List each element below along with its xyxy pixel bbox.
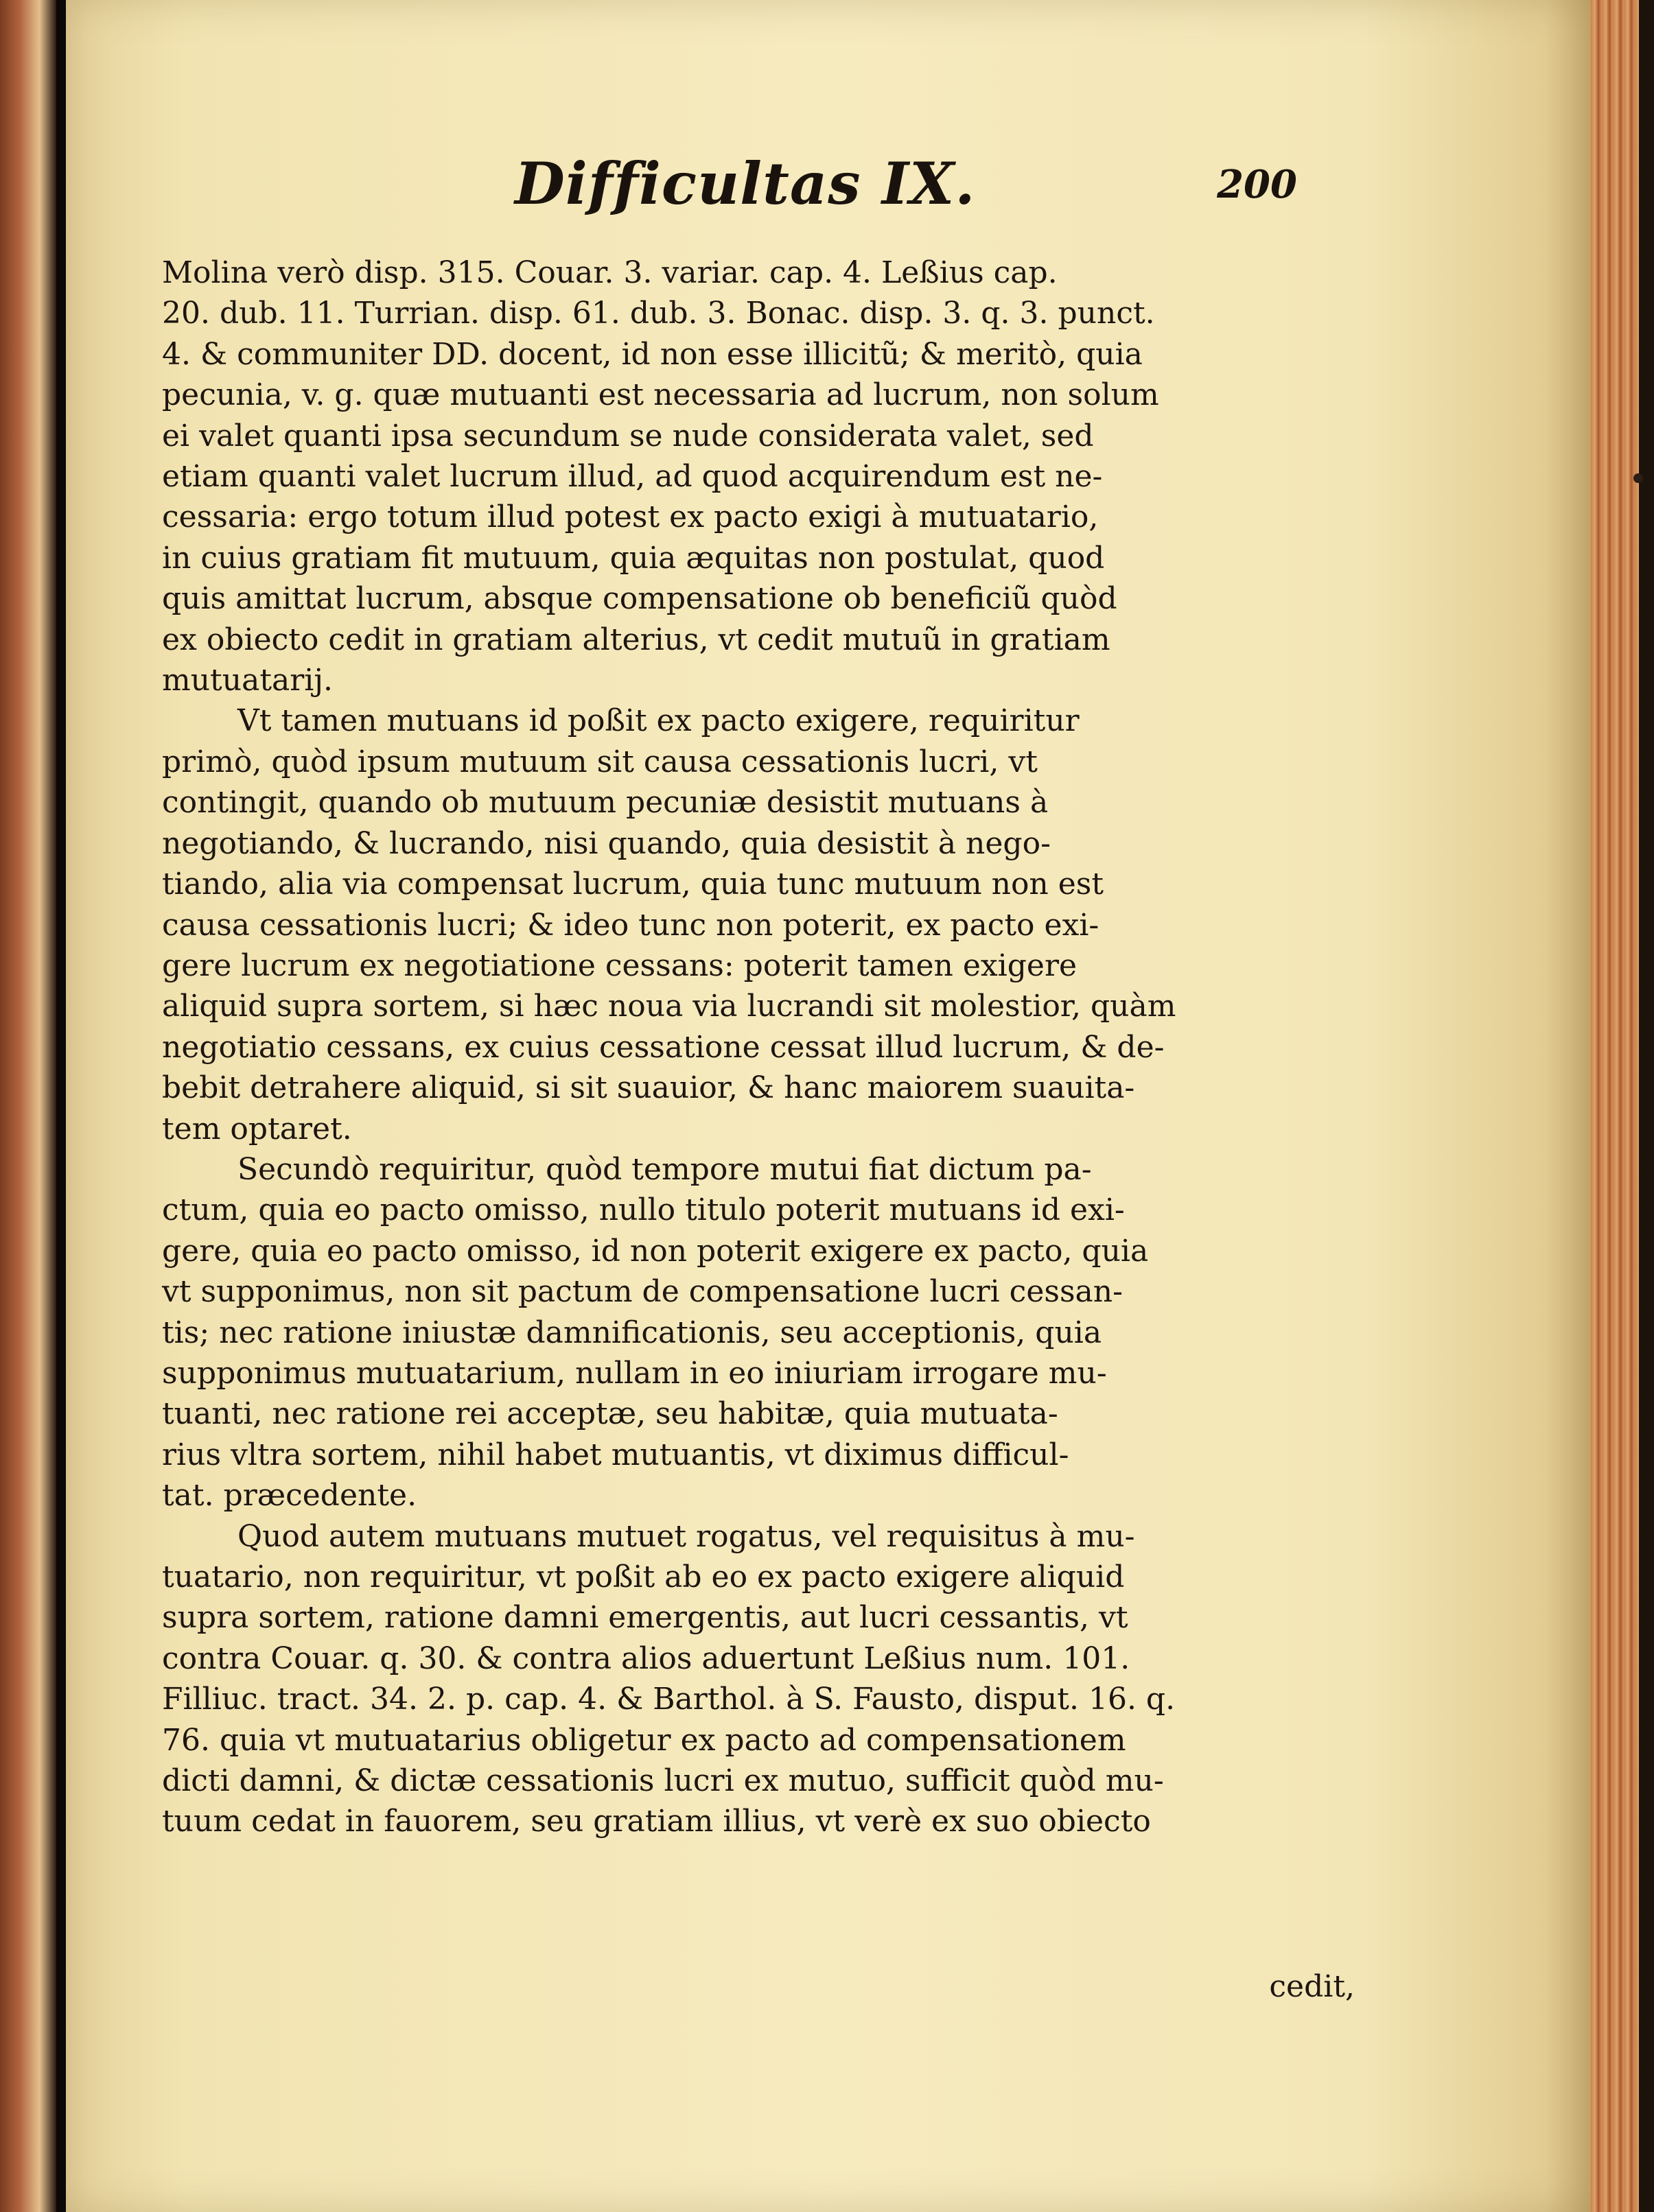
text-line: mutuatarij. <box>162 663 333 698</box>
text-line: gere, quia eo pacto omisso, id non poterit exigere ex pacto, quia <box>162 1233 1149 1269</box>
text-line: tuum cedat in fauorem, seu gratiam illius, vt verè ex suo obiecto <box>162 1804 1151 1839</box>
text-line: 4. & communiter DD. docent, id non esse illicitũ; & meritò, quia <box>162 336 1143 372</box>
text-line: gere lucrum ex negotiatione cessans: poterit tamen exigere <box>162 948 1078 983</box>
text-line: in cuius gratiam fit mutuum, quia æquitas non postulat, quod <box>162 540 1105 576</box>
text-line: pecunia, v. g. quæ mutuanti est necessaria ad lucrum, non solum <box>162 377 1159 413</box>
paragraph <box>162 701 1288 1149</box>
facing-page-edge <box>0 0 56 2212</box>
text-line: negotiando, & lucrando, nisi quando, quia desistit à nego- <box>162 825 1051 861</box>
text-line: contra Couar. q. 30. & contra alios aduertunt Leßius num. 101. <box>162 1640 1130 1676</box>
page-number: 200 <box>1217 162 1297 207</box>
catchword: cedit, <box>1269 1969 1355 2004</box>
margin-mark <box>1633 473 1643 483</box>
paragraph <box>162 252 1288 701</box>
text-line: quis amittat lucrum, absque compensatione ob beneficiũ quòd <box>162 581 1117 617</box>
text-line: 76. quia vt mutuatarius obligetur ex pacto ad compensationem <box>162 1722 1126 1758</box>
text-line: Secundò requiritur, quòd tempore mutui fiat dictum pa- <box>237 1151 1092 1187</box>
text-line: cessaria: ergo totum illud potest ex pacto exigi à mutuatario, <box>162 499 1099 535</box>
page-block-edges <box>1591 0 1654 2212</box>
text-line: causa cessationis lucri; & ideo tunc non poterit, ex pacto exi- <box>162 907 1099 943</box>
text-line: bebit detrahere aliquid, si sit suauior, & hanc maiorem suauita- <box>162 1070 1135 1106</box>
running-title: Difficultas IX. <box>515 150 976 217</box>
text-line: dicti damni, & dictæ cessationis lucri ex mutuo, sufficit quòd mu- <box>162 1763 1164 1799</box>
text-line: ctum, quia eo pacto omisso, nullo titulo poterit mutuans id exi- <box>162 1192 1125 1228</box>
text-line: ei valet quanti ipsa secundum se nude considerata valet, sed <box>162 418 1094 454</box>
text-line: vt supponimus, non sit pactum de compensatione lucri cessan- <box>162 1274 1123 1310</box>
text-line: Molina verò disp. 315. Couar. 3. variar. cap. 4. Leßius cap. <box>162 255 1058 290</box>
text-line: ex obiecto cedit in gratiam alterius, vt cedit mutuũ in gratiam <box>162 622 1110 657</box>
text-line: negotiatio cessans, ex cuius cessatione cessat illud lucrum, & de- <box>162 1029 1165 1065</box>
text-line: tat. præcedente. <box>162 1478 417 1514</box>
paragraph <box>162 1516 1288 1842</box>
text-line: Filliuc. tract. 34. 2. p. cap. 4. & Barthol. à S. Fausto, disput. 16. q. <box>162 1682 1176 1717</box>
text-line: tem optaret. <box>162 1111 352 1146</box>
text-line: supponimus mutuatarium, nullam in eo iniuriam irrogare mu- <box>162 1355 1107 1391</box>
text-line: tis; nec ratione iniustæ damnificationis, seu acceptionis, quia <box>162 1315 1102 1350</box>
text-line: Vt tamen mutuans id poßit ex pacto exigere, requiritur <box>237 703 1080 739</box>
page-header <box>501 150 1297 232</box>
text-line: 20. dub. 11. Turrian. disp. 61. dub. 3. Bonac. disp. 3. q. 3. punct. <box>162 296 1155 331</box>
body-text <box>162 252 1288 1842</box>
text-line: contingit, quando ob mutuum pecuniæ desistit mutuans à <box>162 785 1049 821</box>
paragraph <box>162 1149 1288 1516</box>
text-line: supra sortem, ratione damni emergentis, aut lucri cessantis, vt <box>162 1600 1128 1636</box>
text-line: tiando, alia via compensat lucrum, quia tunc mutuum non est <box>162 867 1104 902</box>
text-line: tuanti, nec ratione rei acceptæ, seu habitæ, quia mutuata- <box>162 1396 1058 1432</box>
text-line: etiam quanti valet lucrum illud, ad quod acquirendum est ne- <box>162 459 1103 495</box>
text-line: aliquid supra sortem, si hæc noua via lucrandi sit molestior, quàm <box>162 989 1176 1024</box>
text-line: Quod autem mutuans mutuet rogatus, vel requisitus à mu- <box>237 1518 1135 1554</box>
text-line: rius vltra sortem, nihil habet mutuantis, vt diximus difficul- <box>162 1437 1069 1472</box>
text-line: primò, quòd ipsum mutuum sit causa cessationis lucri, vt <box>162 744 1038 779</box>
text-line: tuatario, non requiritur, vt poßit ab eo ex pacto exigere aliquid <box>162 1560 1125 1595</box>
